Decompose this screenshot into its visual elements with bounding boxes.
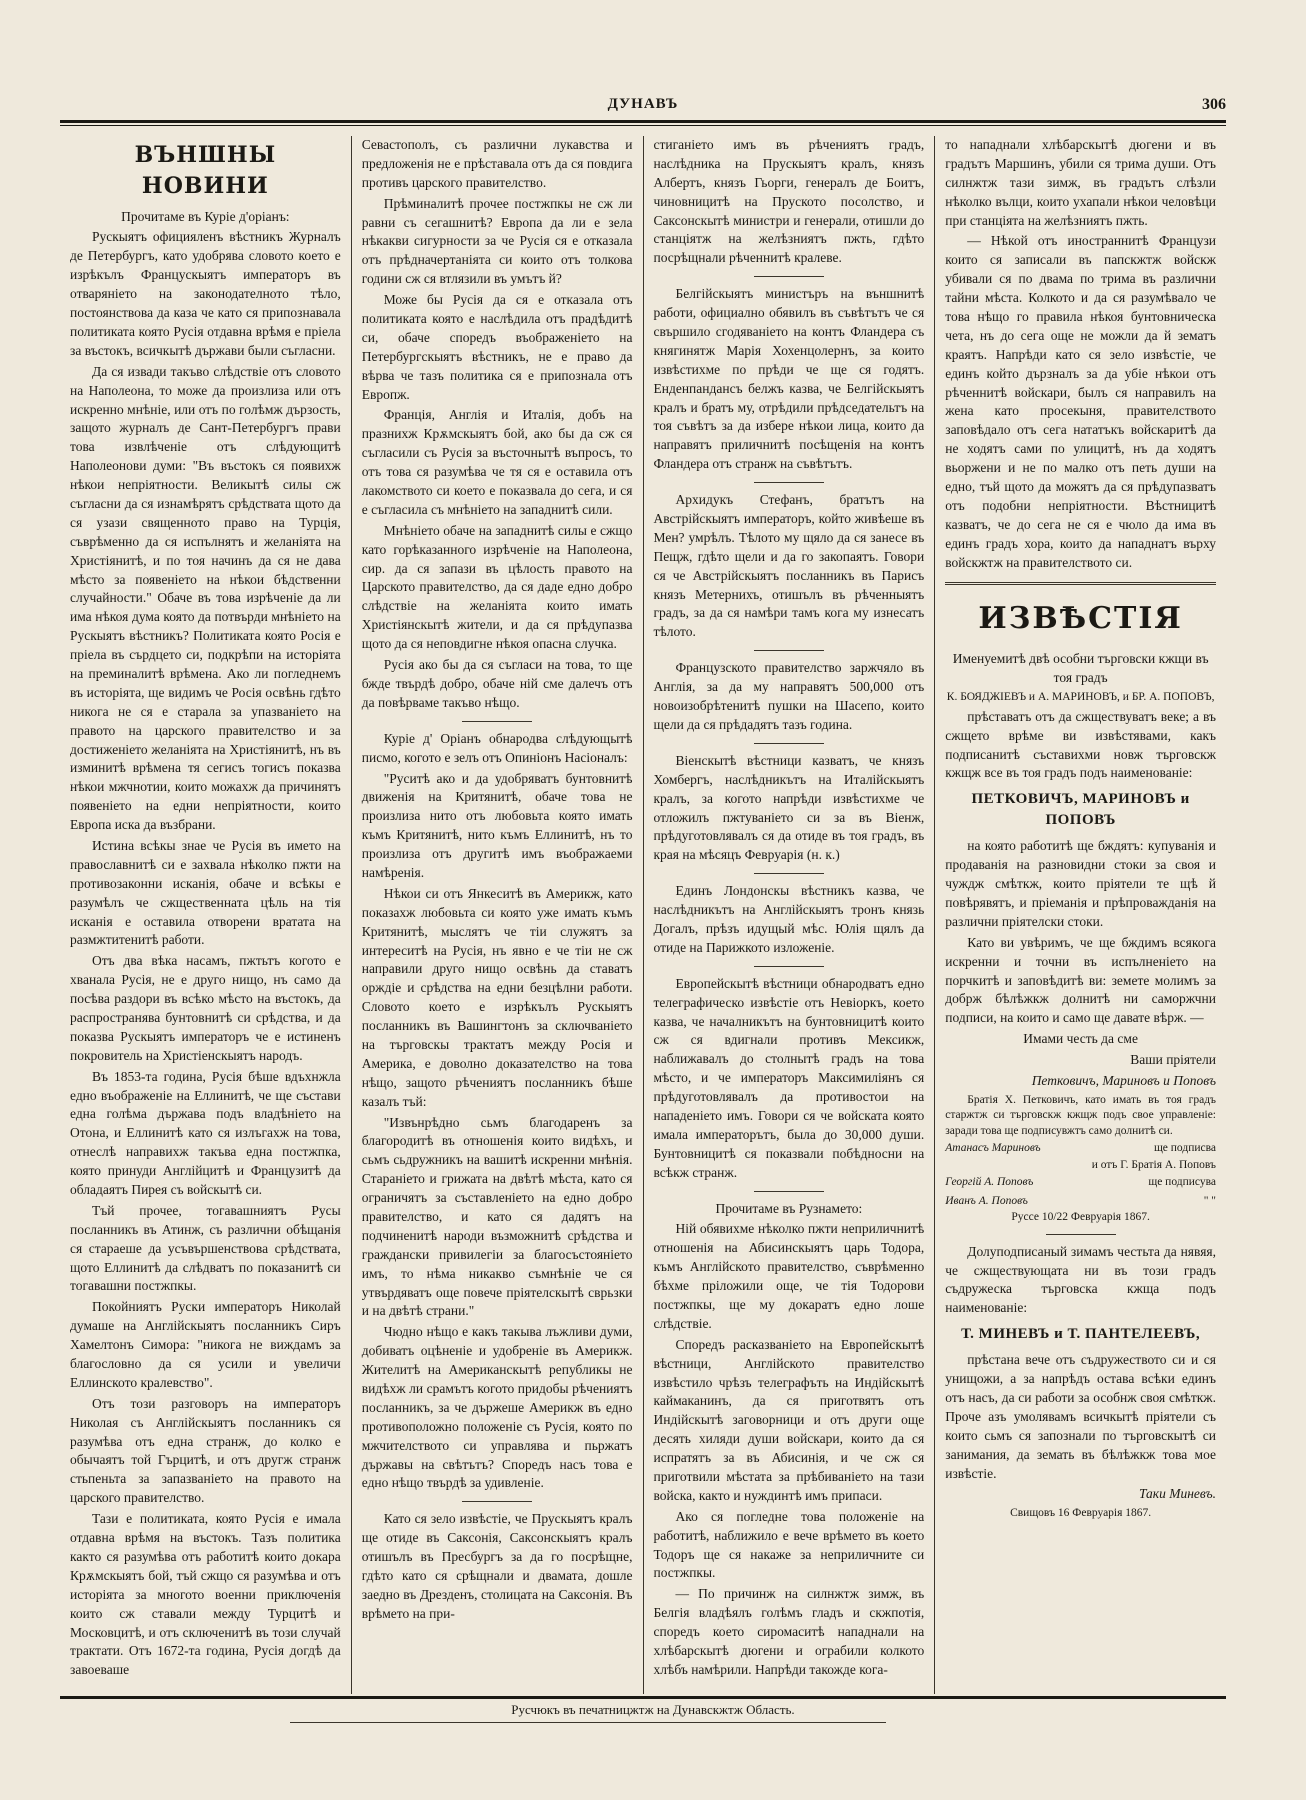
section-title-announcements: ИЗВѢСТIЯ: [978, 601, 1183, 637]
announcement-text: прѣставатъ отъ да сжществуватъ веке; а въ сжщето врѣме ви извѣстявами, какъ подписанитѣ съставихми новж търговскж кжщж все въ тоя градъ подъ наименованiе:: [945, 708, 1216, 781]
footer-rule-thin: [290, 1722, 886, 1723]
columns: [60, 136, 1226, 1694]
separator: [754, 966, 824, 967]
paragraph: Отъ този разговоръ на императоръ Николая съ Англiйскыятъ посланникъ ся разумѣва отъ една странж, до колко е обычаятъ той Гърцитѣ, и отъ другж странж стьпеньта за запазванiето на правото на царского правителство.: [70, 1395, 341, 1506]
paragraph: Споредъ расказванiето на Европейскытѣ вѣстници, Англiйското правителство извѣстило чрѣзъ телеграфъть на Индiйскытѣ каймаканинъ, да ся приготвятъ отъ Индiйскытѣ заговорници и отъ други още десять хиляди души войскари, които да ся испратятъ за въ Абисинiя, и че сж ся приготвили мѣстата за прѣбиванiето на тази войска, както и нуждинтѣ имъ припаси.: [653, 1336, 925, 1503]
signature: Таки Миневъ.: [1139, 1486, 1216, 1502]
paragraph: Нѣкои си отъ Янкеситѣ въ Америкж, като показахж любовьта си която уже имать къмъ Критянитѣ, мыслятъ че тiи служятъ за интереситѣ на Русiя, нъ явно е че тiи не сж направили друго нищо освѣнь да ставатъ орждiе и срѣдства на едни безцѣлни работи. Словото което е изрѣкълъ Рускыятъ посланникъ въ Вашингтонъ за сключванiето на търговскы трактатъ между Росiя и Америка, е доволно доказателство на това нѣщо, защото рѣчениятъ посланникъ бѣше казалъ тъй:: [361, 885, 633, 1109]
masthead-title: ДУНАВЪ: [607, 96, 679, 112]
page-number: 306: [1202, 96, 1226, 113]
paragraph: "Извънрѣдно сьмъ благодаренъ за благородитѣ въ отношенiя които видѣхъ, и сьмъ сьдружникъ на вашитѣ искренни мнѣнiя. Старанiето и грижата на двѣтѣ мѣста, като ся ограничятъ за съставленiето на едно добро правителство, и като ся дадятъ на подчиненитѣ народи възможнитѣ срѣдства и граждански привилегiи за благосъстоянiето имъ, то нѣма никакво съмнѣнiе че ся утвърдяватъ още повече прiятелскытѣ сврьзки и на двѣтѣ страни.": [361, 1114, 633, 1319]
signatory-row: [945, 1173, 1216, 1191]
separator: [754, 482, 824, 483]
printer-imprint: Русчюкъ въ печатницжтж на Дунавскжтж Область.: [511, 1702, 795, 1717]
section-rule: [945, 582, 1216, 588]
separator: [754, 1191, 824, 1192]
paragraph: Истина всѣкы знае че Русiя въ името на православнитѣ си е захвала нѣколко пжти на противозаконни исканiя, обаче и всѣкы е разумѣлъ че сжщественната цѣль на тiя исканiя е оставила отворени вратата на размжтитенитѣ работи.: [70, 837, 341, 948]
article-intro: Прочитаме въ Рузнамето:: [715, 1200, 863, 1216]
paragraph: Единъ Лондонскы вѣстникъ казва, че наслѣдникътъ на Англiйскыятъ тронъ князь Догалъ, прѣзъ идущый мѣс. Юлiя щялъ да отиде на Парижкото изложенiе.: [653, 883, 925, 955]
separator: [754, 873, 824, 874]
signature: Петковичъ, Мариновъ и Поповъ: [1031, 1073, 1216, 1089]
closing: Ваши прiятели: [1130, 1052, 1216, 1068]
paragraph: Покойниятъ Руски императоръ Николай думаше на Англiйскыятъ посланникъ Сиръ Хамелтонъ Симора: "никога не виждамъ за благословно да ся усили и увеличи Еллинското кралевство".: [70, 1299, 341, 1390]
paragraph: Севастополъ, съ различни лукавства и предложенiя не е прѣставала отъ да ся повдига противъ царского правителство.: [361, 137, 633, 190]
paragraph: Тази е политиката, която Русiя е имала отдавна врѣмя на въстокъ. Тазъ политика както ся разумѣва отъ работитѣ които докара Крѫмскыятъ бой, тъй сжщо ся разумѣва и отъ исторiята за многото военни приключенiя които сж ставали между Турцитѣ и Московцитѣ, и отъ сключенитѣ въ този случай трактати. Отъ 1672-та година, Русiя догдѣ да завоеваше: [70, 1511, 341, 1678]
separator: [1046, 1234, 1116, 1235]
date-line: Свищовъ 16 Февруарiя 1867.: [1010, 1507, 1152, 1520]
separator: [754, 276, 824, 277]
paragraph: — По причинж на силнжтж зимж, въ Белгiя владѣялъ голѣмъ гладъ и скжпотiя, споредъ което сиромаситѣ нападнали на хлѣбарскытѣ дюгени и ограбили колкото хлѣбъ намѣрили. Напрѣди такожде кога-: [653, 1586, 925, 1677]
header-rule-thin: [60, 125, 1226, 126]
paragraph: Курiе д' Орiанъ обнародва слѣдующытѣ писмо, когото е зелъ отъ Опинiонъ Насiоналъ:: [361, 730, 633, 765]
firm-name: ПЕТКОВИЧЪ, МАРИНОВЪ и ПОПОВЪ: [971, 791, 1190, 829]
paragraph: Нiй обявихме нѣколко пжти неприличнитѣ отношенiя на Абисинскыятъ царь Тодора, къмъ Англiйското правителство, съврѣменно бѣхме прiложили още, че тiя Тодорови постжпкы, ще му докаратъ едно лоше слѣдствiе.: [653, 1221, 925, 1331]
paragraph: Мнѣнiето обаче на западнитѣ силы е сжщо като горѣказанного изрѣченiе на Наполеона, сир. да ся запази въ цѣлость правото на Царското правителство, да ся даде едно добро слѣдствiе на желанiята които имать Христiянскытѣ жители, и да ся прѣдупазва щото да ся неповдигне нѣкоя опасна случка.: [361, 522, 633, 652]
paragraph: Въ 1853-та година, Русiя бѣше вдъхнжла едно въображенiе на Еллинитѣ, че ще състави една голѣма държава подъ владѣнiето на Отона, и Еллинитѣ като ся излъгахж на това, отнеслѣ направихж такъва една постжпка, която принуди Англiйцитѣ и Французитѣ да обладаятъ Пирея съ войскытѣ си.: [70, 1068, 341, 1198]
paragraph: Европейскытѣ вѣстници обнародватъ едно телеграфическо извѣстiе отъ Невiоркъ, което казва, че началникътъ на бунтовницитѣ които сж ся вдигнали противъ Мексикж, наближавалъ до столнытѣ градъ на това мѣсто, и че императоръ Максимилiянъ ся прѣдуготовлявалъ да противостои на нападенiето имъ. Говори ся че войската която имала императорътъ, была до 30,000 души. Бунтовницитѣ ся показвали побѣдносни на всѣкж странж.: [653, 975, 925, 1180]
column-3: [643, 136, 935, 1694]
paragraph: Архидукъ Стефанъ, братътъ на Австрiйскыятъ императоръ, който живѣеше въ Мен? умрѣлъ. Тѣлото му щяло да ся занесе въ Пещж, гдѣто щели и да го закопаятъ. Говори ся че Австрiйскыятъ посланникъ въ Парисъ князъ Метернихъ, отишълъ въ рѣченныятъ градъ, за да ся намѣри тамъ кога му изнесатъ тѣлото.: [653, 492, 925, 640]
announcement-text: Като ви увѣримъ, че ще бждимъ всякога искренни и точни въ испълненiето на порчкитѣ и заповѣдитѣ ви: земете молимъ за добрж бѣлѣжкж долнитѣ ни саморжчни подписи, на които и само ще давате вѣрж. —: [945, 934, 1216, 1026]
column-4: [934, 136, 1226, 1694]
signatory-role: ще подписва: [1153, 1142, 1216, 1155]
announcement-text: прѣстана вече отъ съдружеството си и ся унищожи, а за напрѣдъ остава всѣки единъ отъ насъ, да си работи за особнж своя смѣткж. Проче азъ умолявамъ всичкытѣ прiятели съ които сьмъ ся запознали по търговскытѣ си занимания, да земать въ бѣлѣжкж това мое извѣстiе.: [945, 1352, 1216, 1481]
signatory-note: Братiя Х. Петковичъ, като имать въ тоя градъ старжтж си търговскж кжщж подъ свое управленiе: заради това ще подписувжтъ само долнитѣ си.: [945, 1093, 1216, 1137]
paragraph: Тъй прочее, тогавашниятъ Русы посланникъ въ Атинж, съ различни обѣщанiя ся стараеше да усъвършенствова срѣдствата, щото Еллинитѣ да слѣдватъ по показанитѣ си тогавашни постжпкы.: [70, 1202, 341, 1294]
closing: Имами честь да сме: [1023, 1031, 1138, 1047]
paragraph: Може бы Русiя да ся е отказала отъ политиката която е наслѣдила отъ прадѣдитѣ си, обаче споредъ въображенiето на Петербургскыятъ вѣстникъ, не е право да вѣрва че тазъ политика ся е припознала отъ Европж.: [361, 292, 633, 402]
paragraph: Францiя, Англiя и Италiя, добъ на празнихж Крѫмскыятъ бой, ако бы да сж ся съгласили съ Русiя за въсточнытѣ въпросъ, то отъ това ся разумѣва че тя ся е оставила отъ лакомството си което е показвала до сега, и ся е съгласила съ мнѣнiето на западнитѣ сили.: [361, 407, 633, 517]
signatory-name: Георгiй А. Поповъ: [945, 1176, 1034, 1189]
column-1: [60, 136, 351, 1694]
announcement-text: Долуподписаный зимамъ честьта да нявяя, че сжществующата ни въ този градъ съдружеска търговска кжща подъ наименованiе:: [945, 1243, 1216, 1316]
paragraph: Чюдно нѣщо е какъ такыва лъжливи думи, добиватъ оцѣненiе и удобренiе въ Америкж. Жителитѣ на Американскытѣ републикы не видѣхж ли срамътъ когото придобы рѣчениятъ посланникъ, за че държеше Америкж въ едно противоположно положенiе съ Русiя, която по мжчителството си управлява и пьржатъ държавы на свѣтътъ? Споредъ насъ това е едно нѣщо твърдѣ за удивленiе.: [361, 1324, 633, 1491]
paragraph: Вiенскытѣ вѣстници казватъ, че князъ Хомбергъ, наслѣдникътъ на Италiйскыятъ кралъ, за когото напрѣди извѣстихме че отложилъ пжтуванiето си за въ Вiенж, прѣдуготовлявалъ ся да отиде въ тоя градъ, въ края на мѣсяцъ Февруарiя (н. к.): [653, 752, 925, 863]
announcement-text: Именуемитѣ двѣ особни търговски кжщи въ тоя градъ: [952, 651, 1209, 686]
signatory-role: ще подписува: [1148, 1176, 1216, 1189]
header-rule: [60, 120, 1226, 123]
paragraph: Ако ся погледне това положенiе на работитѣ, наближило е вече врѣмето въ което Тодоръ ще ся накаже за неприличните си постжпкы.: [653, 1508, 925, 1581]
date-line: Руссе 10/22 Февруарiя 1867.: [1011, 1211, 1150, 1224]
paragraph: Французското правителство заржчяло въ Англiя, за да му направятъ 500,000 отъ новоизобрѣтенитѣ пушки на Шасепо, които щели да ся прѣдадятъ тазъ година.: [653, 660, 925, 732]
separator: [462, 1501, 532, 1502]
paragraph: — Нѣкой отъ иностраннитѣ Французи които ся записали въ папскжтж войскж убивали ся по двама по трима въ различни тайни мѣста. Колкото и да ся разумѣвало че това нѣщо го правила нѣкоя бунтовническа чета, нъ до сега още не можли да й зематъ краятъ. Напрѣди като ся зело извѣстiе, че единъ който дързналъ за да убiе нѣкои отъ рѣченнитѣ войскари, былъ ся направилъ на жена като просекыня, правителството заповѣдало отъ сега нататъкъ войскаритѣ да не ходятъ сами по улицитѣ, нъ да ходятъ вьоржени и не по малко отъ петь души на едно, тъй щото да можятъ да ся прѣдупазватъ отъ подобни непрiятности. Вѣстницитѣ казватъ, че до сега не ся е чюло да има въ единъ градъ хора, които да нападнатъ върху войскжтж на правителството си.: [945, 233, 1216, 570]
signatory-role: " ": [1203, 1194, 1216, 1207]
running-head: [60, 96, 1226, 118]
paragraph: Белгiйскыятъ министъръ на външнитѣ работи, официално обявилъ въ съвѣтътъ че ся свършило сгодяванiето на контъ Фландера съ княгинятж Марiя Хохенцолернъ, за които извѣстихме по прѣди че ще ся годятъ. Енденпандансъ белжъ казва, че Белгiйскыятъ кралъ и братъ му, отрѣдили прѣдседательтъ на тоя съвѣтъ за да избере нѣкои лица, които да направятъ приличнитѣ посѣщенiя на контъ Фландера отъ странж на съвѣтътъ.: [653, 286, 925, 472]
paragraph: Русiя ако бы да ся съгласи на това, то ще бжде твърдѣ добро, обаче нiй сме далечъ отъ да повѣрваме такъво нѣщо.: [361, 657, 633, 710]
article-intro: Прочитаме въ Курiе д'орiанъ:: [121, 208, 290, 224]
signatory-row: [945, 1192, 1216, 1210]
signatory-name: Иванъ А. Поповъ: [945, 1194, 1028, 1207]
firm-name: Т. МИНЕВЪ и Т. ПАНТЕЛЕЕВЪ,: [961, 1326, 1201, 1343]
section-title-foreign-news: ВЪНШНЫ НОВИНИ: [134, 142, 277, 199]
separator: [754, 743, 824, 744]
separator: [754, 650, 824, 651]
paragraph: "Руситѣ ако и да удобряватъ бунтовнитѣ движенiя на Критянитѣ, обаче това не произлиза нито отъ любовьта която имать къмъ Критянитѣ, нито къмъ Еллинитѣ, нъ то произлиза отъ другитѣ имъ въображаеми намѣренiя.: [361, 770, 633, 880]
separator: [462, 721, 532, 722]
paragraph: то нападнали хлѣбарскытѣ дюгени и въ градътъ Маршинъ, убили ся трима души. Отъ силнжтж тази зимж, въ градътъ слѣзли нѣколко вълци, които ухапали нѣкои человѣци при станцiята на желѣзниятъ пжть.: [945, 137, 1216, 228]
footer-rule: [60, 1696, 1226, 1699]
paragraph: стиганiето имъ въ рѣчениятъ градъ, наслѣдника на Прускыятъ кралъ, князъ Албертъ, князъ Гьорги, генералъ де Боитъ, чиновницитѣ на Прускотo посолство, и Саксонскытѣ министри и генерали, отишли до станцiятж на желѣзниятъ пжть, гдѣто посрѣщнали рѣченнитѣ кралеве.: [653, 137, 925, 266]
signatory-name: Атанасъ Мариновъ: [945, 1142, 1041, 1155]
old-firms: К. БОЯДЖIЕВЪ и А. МАРИНОВЪ, и БР. А. ПОПОВЪ,: [946, 691, 1215, 704]
paragraph: Прѣминалитѣ прочее постжпкы не сж ли равни съ сегашнитѣ? Европа да ли е зела нѣкакви сигурности за че Русiя ся е отказала отъ прѣдначертанiята си които отъ толкова години сж ся втлязили въ умътъ й?: [361, 195, 633, 287]
announcement-text: на която работитѣ ще бждятъ: купуванiя и продаванiя на разновидни стоки за своя и чуждж смѣткж, които прiятели те щѣ й повѣрявятъ, и прiеманiя и прѣпроважданiя на различни прiятелски стоки.: [945, 838, 1216, 929]
column-2: [351, 136, 643, 1694]
paragraph: Като ся зело извѣстiе, че Прускыятъ кралъ ще отиде въ Саксонiя, Саксонскыятъ кралъ отишълъ въ Пресбургъ за да го посрѣщне, гдѣто като ся срѣщнали и двамата, дошле заедно въ Дрезденъ, столицата на Саксонiя. Въ врѣмето на при-: [361, 1511, 633, 1621]
signatory-note: и отъ Г. Братiя А. Поповъ: [1091, 1158, 1216, 1171]
paragraph: Отъ два вѣка насамъ, пжтьтъ когото е хванала Русiя, не е друго нищо, нъ само да посѣва раздори въ всѣко мѣсто на въстокъ, да распространява бунтовнитѣ си срѣдства, и да показва Рускыятъ императоръ че е истиненъ покровитель на Христiенскыятъ народъ.: [70, 953, 341, 1063]
paragraph: Рускыятъ официяленъ вѣстникъ Журналъ де Петербургъ, като удобрява словото което е изрѣкълъ Францускыятъ императоръ въ отварянiето на законодателното тѣло, постоянствова да каза че като ся припознавала политиката която Русiя отдавна врѣмя е прiела за въстокъ, всичкытѣ държави были съгласни.: [70, 229, 341, 358]
signatory-row: [945, 1139, 1216, 1157]
paragraph: Да ся извади такъво слѣдствiе отъ словото на Наполеона, то може да произлиза или отъ искренно мнѣнiе, или отъ по голѣмж дързость, защото журналъ де Сант-Петербургъ прави това извлѣченiе отъ слѣдующитѣ Наполеонови думи: "Въ въстокъ ся появихж нѣкои непрiятности. Великытѣ силы сж съгласни да ся изнамѣрятъ срѣдствата щото да ся узази священното право на Турцiя, съврѣменно да ся испълнятъ и желанiята на Христiянитѣ, и по тоя начинъ да ся не дава мѣсто за появенiето на нѣкои бѣдственни случайности." Обаче въ това изрѣченiе да ли има нѣкоя дума която да потвърди мнѣнiето на Рускыятъ вѣстникъ? Политиката която Росiя е прiела въ сърдцето си, подкрѣпи на исторiята на преминалитѣ врѣмена. Ако ли погледнемъ въ исторiята, ще видимъ че Росiя освѣнь гдѣто никога не ся е старала за упазванiето на правото на царского правителство и за достиженiето желанiята на Христiянитѣ, нъ въ изминитѣ врѣмена тя сегисъ тогисъ показва нѣкои мжчнотии, които можахж да причинятъ появенiето на едни непрiятности, които Европа иска да възбрани.: [70, 363, 341, 833]
